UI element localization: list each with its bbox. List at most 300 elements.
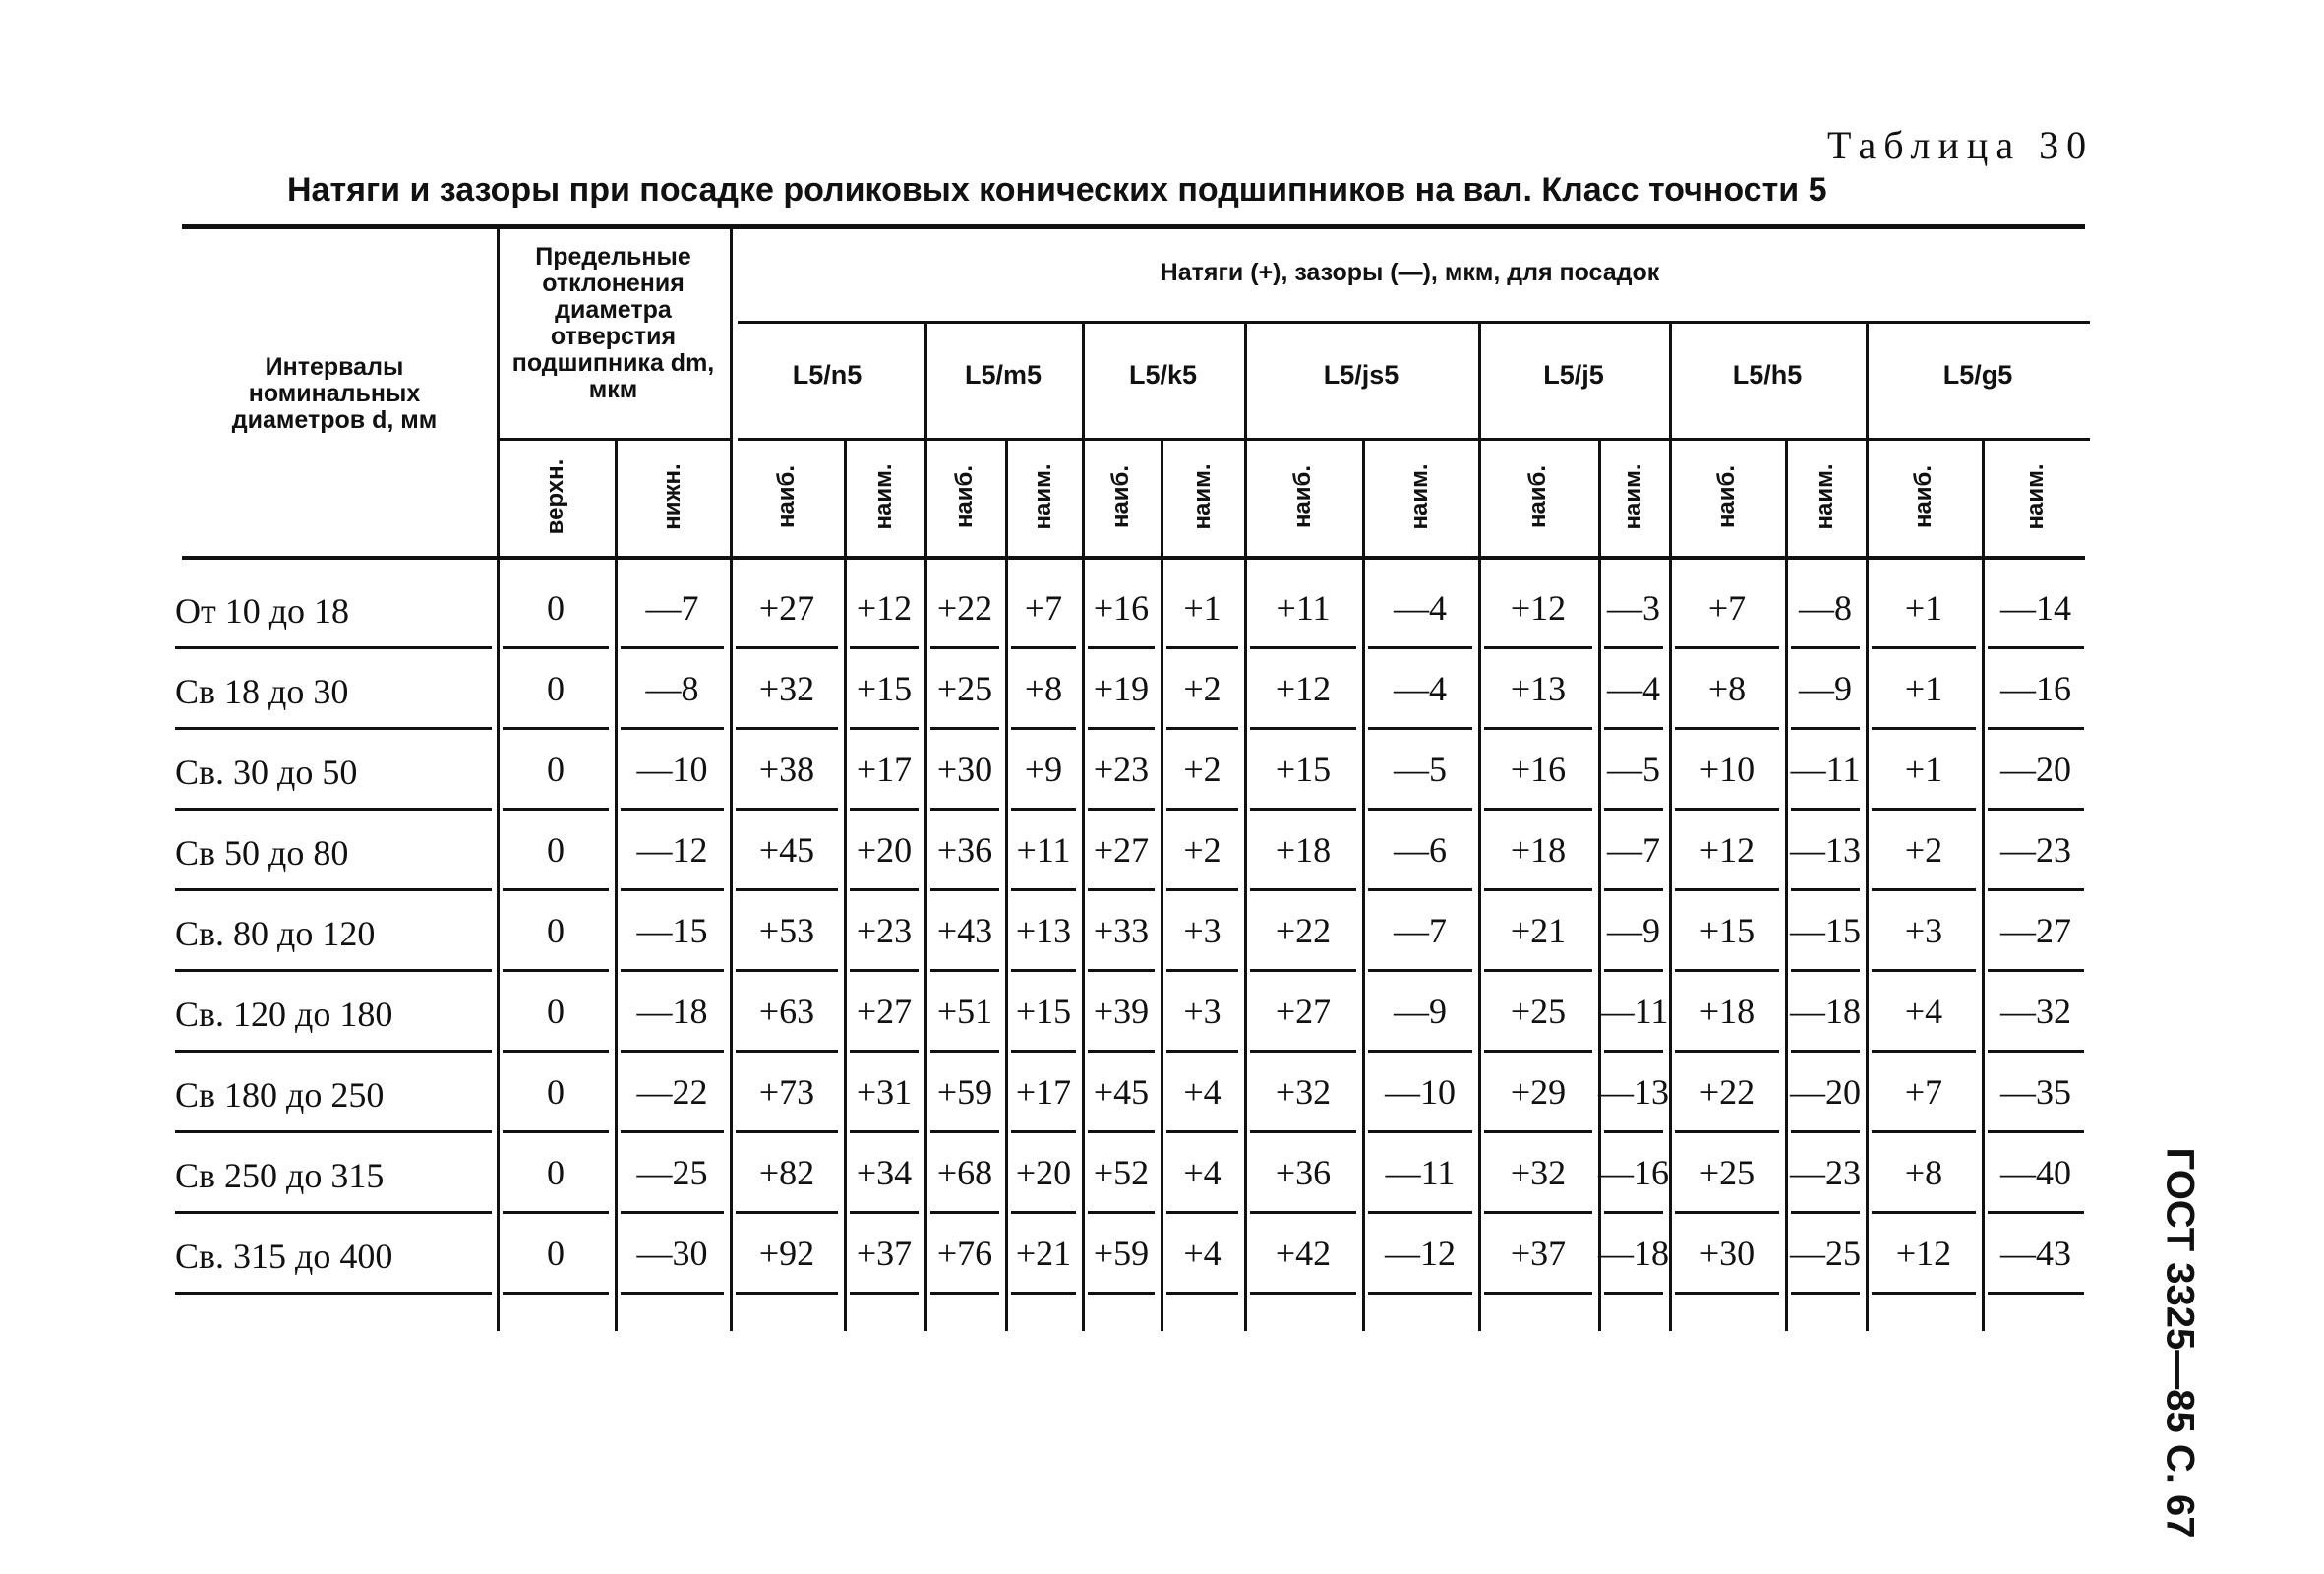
table-number: Таблица 30 <box>1827 123 2095 167</box>
table-cell: +37 <box>856 1234 913 1273</box>
table-cell: —14 <box>2000 588 2071 628</box>
table-cell: +18 <box>1510 830 1567 870</box>
table-cell: +45 <box>1093 1072 1150 1112</box>
table-cell: +37 <box>1510 1234 1567 1273</box>
table-cell: +16 <box>1510 750 1567 789</box>
table-cell: +13 <box>1015 911 1072 950</box>
table-cell: +2 <box>1183 750 1222 789</box>
table-cell: +29 <box>1510 1072 1567 1112</box>
cell-underline <box>930 888 999 891</box>
table-cell: —15 <box>1790 911 1861 950</box>
fit-subheader <box>1393 450 1448 544</box>
table-cell: +76 <box>936 1234 993 1273</box>
cell-underline <box>1675 808 1779 811</box>
cell-underline <box>1088 1050 1155 1053</box>
fit-subheader <box>1896 450 1951 544</box>
standard-stamp-text: ГОСТ 3325—85 С. 67 <box>2158 1147 2202 1539</box>
cell-underline <box>1604 808 1663 811</box>
column-rule <box>1161 438 1163 1331</box>
cell-underline <box>1484 1292 1592 1295</box>
cell-underline <box>1988 646 2084 649</box>
cell-underline <box>1166 1130 1238 1133</box>
table-cell: +19 <box>1093 669 1150 708</box>
table-cell: 0 <box>547 992 565 1031</box>
table-cell: +23 <box>856 911 913 950</box>
cell-underline <box>1484 969 1592 972</box>
table-cell: 0 <box>547 911 565 950</box>
header-rule <box>738 321 2090 324</box>
cell-underline <box>1011 1130 1076 1133</box>
cell-underline <box>1988 808 2084 811</box>
subheader-text: наим. <box>1188 463 1216 530</box>
fit-subheader <box>1798 450 1853 544</box>
cell-underline <box>1675 1130 1779 1133</box>
column-rule <box>615 438 618 1331</box>
cell-underline <box>503 1211 609 1214</box>
cell-underline <box>736 888 838 891</box>
fit-subheader <box>857 450 912 544</box>
table-cell: +15 <box>1015 992 1072 1031</box>
cell-underline <box>1250 727 1356 730</box>
cell-underline <box>850 727 919 730</box>
table-cell: —9 <box>1394 992 1447 1031</box>
table-cell: +59 <box>936 1072 993 1112</box>
table-cell: +68 <box>936 1153 993 1192</box>
cell-underline <box>1675 1050 1779 1053</box>
row-underline <box>175 969 492 972</box>
table-cell: 0 <box>547 1234 565 1273</box>
table-cell: +9 <box>1024 750 1063 789</box>
row-underline <box>175 727 492 730</box>
cell-underline <box>1484 1050 1592 1053</box>
header-rule <box>738 438 2090 441</box>
column-rule <box>1982 438 1985 1331</box>
table-cell: +12 <box>1698 830 1756 870</box>
cell-underline <box>1011 1050 1076 1053</box>
cell-underline <box>1872 969 1976 972</box>
row-underline <box>175 1211 492 1214</box>
cell-underline <box>1988 727 2084 730</box>
top-rule <box>182 224 2085 229</box>
cell-underline <box>736 1292 838 1295</box>
cell-underline <box>621 808 724 811</box>
fit-subheader <box>1276 450 1331 544</box>
cell-underline <box>850 1292 919 1295</box>
cell-underline <box>850 1211 919 1214</box>
table-cell: —23 <box>1790 1153 1861 1192</box>
table-cell: +1 <box>1904 750 1943 789</box>
table-cell: —18 <box>636 992 708 1031</box>
cell-underline <box>1988 1130 2084 1133</box>
table-cell: +63 <box>758 992 815 1031</box>
cell-underline <box>850 808 919 811</box>
table-cell: +22 <box>936 588 993 628</box>
cell-underline <box>1250 1050 1356 1053</box>
fit-header-l5-k5: L5/k5 <box>1128 360 1198 390</box>
cell-underline <box>1872 888 1976 891</box>
row-interval-label: От 10 до 18 <box>175 591 350 631</box>
cell-underline <box>1872 1130 1976 1133</box>
table-cell: +42 <box>1275 1234 1332 1273</box>
table-cell: +18 <box>1698 992 1756 1031</box>
header-bottom-rule <box>182 556 2085 560</box>
cell-underline <box>503 888 609 891</box>
cell-underline <box>930 646 999 649</box>
cell-underline <box>930 969 999 972</box>
subheader-text: нижн. <box>658 463 685 530</box>
table-cell: +34 <box>856 1153 913 1192</box>
cell-underline <box>736 1130 838 1133</box>
table-cell: +11 <box>1016 830 1071 870</box>
deviation-subheader <box>645 450 700 544</box>
cell-underline <box>1011 808 1076 811</box>
cell-underline <box>1368 1292 1472 1295</box>
table-cell: +32 <box>1510 1153 1567 1192</box>
table-cell: +15 <box>1698 911 1756 950</box>
cell-underline <box>736 1211 838 1214</box>
cell-underline <box>621 1292 724 1295</box>
table-cell: +8 <box>1904 1153 1943 1192</box>
row-interval-label: Св 180 до 250 <box>175 1075 385 1115</box>
table-cell: —32 <box>2000 992 2071 1031</box>
deviation-subheader <box>528 450 583 544</box>
table-cell: —13 <box>1598 1072 1669 1112</box>
table-cell: —7 <box>1394 911 1447 950</box>
table-cell: +15 <box>856 669 913 708</box>
row-underline <box>175 646 492 649</box>
fit-subheader <box>1016 450 1071 544</box>
table-cell: +43 <box>936 911 993 950</box>
row-interval-label: Св 18 до 30 <box>175 672 349 711</box>
cell-underline <box>1988 1050 2084 1053</box>
table-cell: +30 <box>1698 1234 1756 1273</box>
cell-underline <box>1088 646 1155 649</box>
table-title: Натяги и зазоры при посадке роликовых конических подшипников на вал. Класс точности 5 <box>287 171 1827 209</box>
fit-header-l5-h5: L5/h5 <box>1732 360 1803 390</box>
cell-underline <box>503 1292 609 1295</box>
table-cell: +13 <box>1510 669 1567 708</box>
table-cell: +22 <box>1275 911 1332 950</box>
table-cell: +20 <box>856 830 913 870</box>
column-rule <box>1362 438 1365 1331</box>
row-underline <box>175 1292 492 1295</box>
cell-underline <box>503 969 609 972</box>
table-cell: +18 <box>1275 830 1332 870</box>
cell-underline <box>1675 888 1779 891</box>
table-cell: +22 <box>1698 1072 1756 1112</box>
cell-underline <box>1011 727 1076 730</box>
table-cell: +17 <box>856 750 913 789</box>
deviation-column-header: Предельные отклонения диаметра отверстия подшипника dm, мкм <box>511 243 715 403</box>
cell-underline <box>1011 646 1076 649</box>
table-cell: 0 <box>547 669 565 708</box>
table-cell: +3 <box>1183 911 1222 950</box>
table-cell: +31 <box>856 1072 913 1112</box>
table-cell: +32 <box>758 669 815 708</box>
table-cell: +8 <box>1707 669 1747 708</box>
subheader-text: наим. <box>1030 463 1056 530</box>
cell-underline <box>1088 727 1155 730</box>
cell-underline <box>1011 1211 1076 1214</box>
cell-underline <box>1604 1292 1663 1295</box>
cell-underline <box>503 1050 609 1053</box>
cell-underline <box>1166 646 1238 649</box>
fit-header-l5-js5: L5/js5 <box>1323 360 1400 390</box>
table-cell: —8 <box>1799 588 1852 628</box>
cell-underline <box>850 969 919 972</box>
table-cell: —10 <box>1385 1072 1456 1112</box>
cell-underline <box>1088 1130 1155 1133</box>
row-interval-label: Св. 120 до 180 <box>175 995 393 1034</box>
cell-underline <box>1250 1211 1356 1214</box>
table-cell: 0 <box>547 830 565 870</box>
table-cell: 0 <box>547 588 565 628</box>
table-cell: —16 <box>2000 669 2071 708</box>
table-cell: —22 <box>636 1072 708 1112</box>
column-rule <box>1785 438 1788 1331</box>
subheader-text: наим. <box>1812 463 1838 530</box>
cell-underline <box>1166 727 1238 730</box>
cell-underline <box>1988 969 2084 972</box>
table-cell: +21 <box>1510 911 1567 950</box>
table-cell: +25 <box>936 669 993 708</box>
table-cell: —7 <box>1607 830 1660 870</box>
cell-underline <box>1791 1050 1860 1053</box>
row-underline <box>175 888 492 891</box>
table-cell: —5 <box>1607 750 1660 789</box>
cell-underline <box>1791 888 1860 891</box>
cell-underline <box>503 646 609 649</box>
table-cell: +7 <box>1707 588 1747 628</box>
table-cell: —18 <box>1790 992 1861 1031</box>
table-cell: +4 <box>1183 1072 1222 1112</box>
table-cell: +27 <box>1093 830 1150 870</box>
subheader-text: наим. <box>1406 463 1433 530</box>
cell-underline <box>930 727 999 730</box>
table-cell: +20 <box>1015 1153 1072 1192</box>
column-rule <box>1005 438 1008 1331</box>
row-interval-label: Св. 30 до 50 <box>175 753 358 792</box>
table-cell: —3 <box>1607 588 1660 628</box>
table-cell: +4 <box>1183 1234 1222 1273</box>
table-cell: +1 <box>1183 588 1222 628</box>
cell-underline <box>1791 727 1860 730</box>
cell-underline <box>1604 969 1663 972</box>
row-underline <box>175 1050 492 1053</box>
row-interval-label: Св. 315 до 400 <box>175 1237 393 1276</box>
cell-underline <box>1011 888 1076 891</box>
cell-underline <box>1484 1130 1592 1133</box>
cell-underline <box>1250 969 1356 972</box>
cell-underline <box>621 888 724 891</box>
fit-header-l5-n5: L5/n5 <box>792 360 863 390</box>
cell-underline <box>1368 1211 1472 1214</box>
table-cell: —27 <box>2000 911 2071 950</box>
cell-underline <box>1791 646 1860 649</box>
table-cell: +3 <box>1904 911 1943 950</box>
cell-underline <box>1088 969 1155 972</box>
subheader-text: наим. <box>2022 463 2049 530</box>
table-cell: +52 <box>1093 1153 1150 1192</box>
cell-underline <box>850 1050 919 1053</box>
cell-underline <box>850 1130 919 1133</box>
cell-underline <box>1368 969 1472 972</box>
cell-underline <box>503 727 609 730</box>
cell-underline <box>1250 808 1356 811</box>
fit-subheader <box>1511 450 1566 544</box>
cell-underline <box>736 1050 838 1053</box>
cell-underline <box>1088 1292 1155 1295</box>
table-cell: +25 <box>1698 1153 1756 1192</box>
cell-underline <box>1988 1211 2084 1214</box>
cell-underline <box>1675 727 1779 730</box>
cell-underline <box>1088 1211 1155 1214</box>
cell-underline <box>930 1050 999 1053</box>
table-cell: +1 <box>1904 588 1943 628</box>
table-cell: +33 <box>1093 911 1150 950</box>
cell-underline <box>736 969 838 972</box>
cell-underline <box>736 646 838 649</box>
cell-underline <box>1988 888 2084 891</box>
cell-underline <box>1675 1211 1779 1214</box>
cell-underline <box>850 646 919 649</box>
cell-underline <box>1166 1292 1238 1295</box>
table-cell: —4 <box>1394 669 1447 708</box>
cell-underline <box>503 808 609 811</box>
fits-group-header: Натяги (+), зазоры (—), мкм, для посадок <box>1160 259 1660 286</box>
table-cell: +2 <box>1904 830 1943 870</box>
fit-subheader <box>937 450 992 544</box>
table-cell: —13 <box>1790 830 1861 870</box>
table-cell: —8 <box>645 669 699 708</box>
table-cell: +12 <box>856 588 913 628</box>
cell-underline <box>1791 1292 1860 1295</box>
table-cell: —40 <box>2000 1153 2071 1192</box>
table-cell: —6 <box>1394 830 1447 870</box>
table-cell: —4 <box>1394 588 1447 628</box>
table-cell: +53 <box>758 911 815 950</box>
subheader-text: наим. <box>870 463 897 530</box>
table-cell: —30 <box>636 1234 708 1273</box>
cell-underline <box>850 888 919 891</box>
table-cell: —11 <box>1790 750 1861 789</box>
cell-underline <box>1484 1211 1592 1214</box>
cell-underline <box>1872 1292 1976 1295</box>
table-cell: +16 <box>1093 588 1150 628</box>
table-cell: +2 <box>1183 669 1222 708</box>
table-cell: +10 <box>1698 750 1756 789</box>
cell-underline <box>1088 808 1155 811</box>
fit-subheader <box>2008 450 2063 544</box>
table-cell: —15 <box>636 911 708 950</box>
table-cell: +39 <box>1093 992 1150 1031</box>
table-cell: +4 <box>1904 992 1943 1031</box>
subheader-text: наиб. <box>773 464 800 529</box>
cell-underline <box>1484 808 1592 811</box>
column-rule <box>844 438 847 1331</box>
subheader-text: наиб. <box>1289 464 1316 529</box>
cell-underline <box>1484 646 1592 649</box>
table-cell: +27 <box>856 992 913 1031</box>
table-cell: —9 <box>1799 669 1852 708</box>
table-cell: —16 <box>1598 1153 1669 1192</box>
table-cell: +27 <box>1275 992 1332 1031</box>
table-cell: —43 <box>2000 1234 2071 1273</box>
cell-underline <box>1675 969 1779 972</box>
table-cell: +51 <box>936 992 993 1031</box>
subheader-text: наиб. <box>1107 464 1134 529</box>
cell-underline <box>1166 1050 1238 1053</box>
row-interval-label: Св. 80 до 120 <box>175 914 376 953</box>
cell-underline <box>1872 1211 1976 1214</box>
table-cell: 0 <box>547 1153 565 1192</box>
cell-underline <box>1250 1130 1356 1133</box>
table-cell: +59 <box>1093 1234 1150 1273</box>
cell-underline <box>1675 1292 1779 1295</box>
subheader-text: наиб. <box>951 464 978 529</box>
cell-underline <box>1604 646 1663 649</box>
table-cell: +1 <box>1904 669 1943 708</box>
cell-underline <box>930 1130 999 1133</box>
cell-underline <box>1791 969 1860 972</box>
row-interval-label: Св 250 до 315 <box>175 1156 385 1195</box>
cell-underline <box>1791 808 1860 811</box>
table-cell: —25 <box>1790 1234 1861 1273</box>
table-cell: +38 <box>758 750 815 789</box>
table-cell: +32 <box>1275 1072 1332 1112</box>
table-cell: +8 <box>1024 669 1063 708</box>
cell-underline <box>621 969 724 972</box>
cell-underline <box>930 1211 999 1214</box>
cell-underline <box>1011 969 1076 972</box>
table-cell: +3 <box>1183 992 1222 1031</box>
cell-underline <box>1166 1211 1238 1214</box>
cell-underline <box>1250 888 1356 891</box>
cell-underline <box>1484 727 1592 730</box>
table-cell: +15 <box>1275 750 1332 789</box>
table-cell: +36 <box>936 830 993 870</box>
cell-underline <box>1604 888 1663 891</box>
cell-underline <box>930 808 999 811</box>
row-underline <box>175 808 492 811</box>
fit-subheader <box>1606 450 1661 544</box>
table-cell: +7 <box>1024 588 1063 628</box>
cell-underline <box>1791 1211 1860 1214</box>
cell-underline <box>1368 808 1472 811</box>
cell-underline <box>1368 888 1472 891</box>
table-cell: +23 <box>1093 750 1150 789</box>
table-cell: +21 <box>1015 1234 1072 1273</box>
cell-underline <box>1368 727 1472 730</box>
table-cell: +17 <box>1015 1072 1072 1112</box>
table-cell: +82 <box>758 1153 815 1192</box>
table-cell: +45 <box>758 830 815 870</box>
table-cell: —5 <box>1394 750 1447 789</box>
cell-underline <box>1604 1211 1663 1214</box>
table-cell: —11 <box>1598 992 1669 1031</box>
cell-underline <box>1872 727 1976 730</box>
cell-underline <box>1368 1130 1472 1133</box>
table-cell: —25 <box>636 1153 708 1192</box>
fit-subheader <box>1699 450 1755 544</box>
table-cell: —4 <box>1607 669 1660 708</box>
cell-underline <box>621 1050 724 1053</box>
table-cell: +4 <box>1183 1153 1222 1192</box>
table-cell: +25 <box>1510 992 1567 1031</box>
cell-underline <box>930 1292 999 1295</box>
table-cell: —11 <box>1385 1153 1456 1192</box>
table-cell: —35 <box>2000 1072 2071 1112</box>
